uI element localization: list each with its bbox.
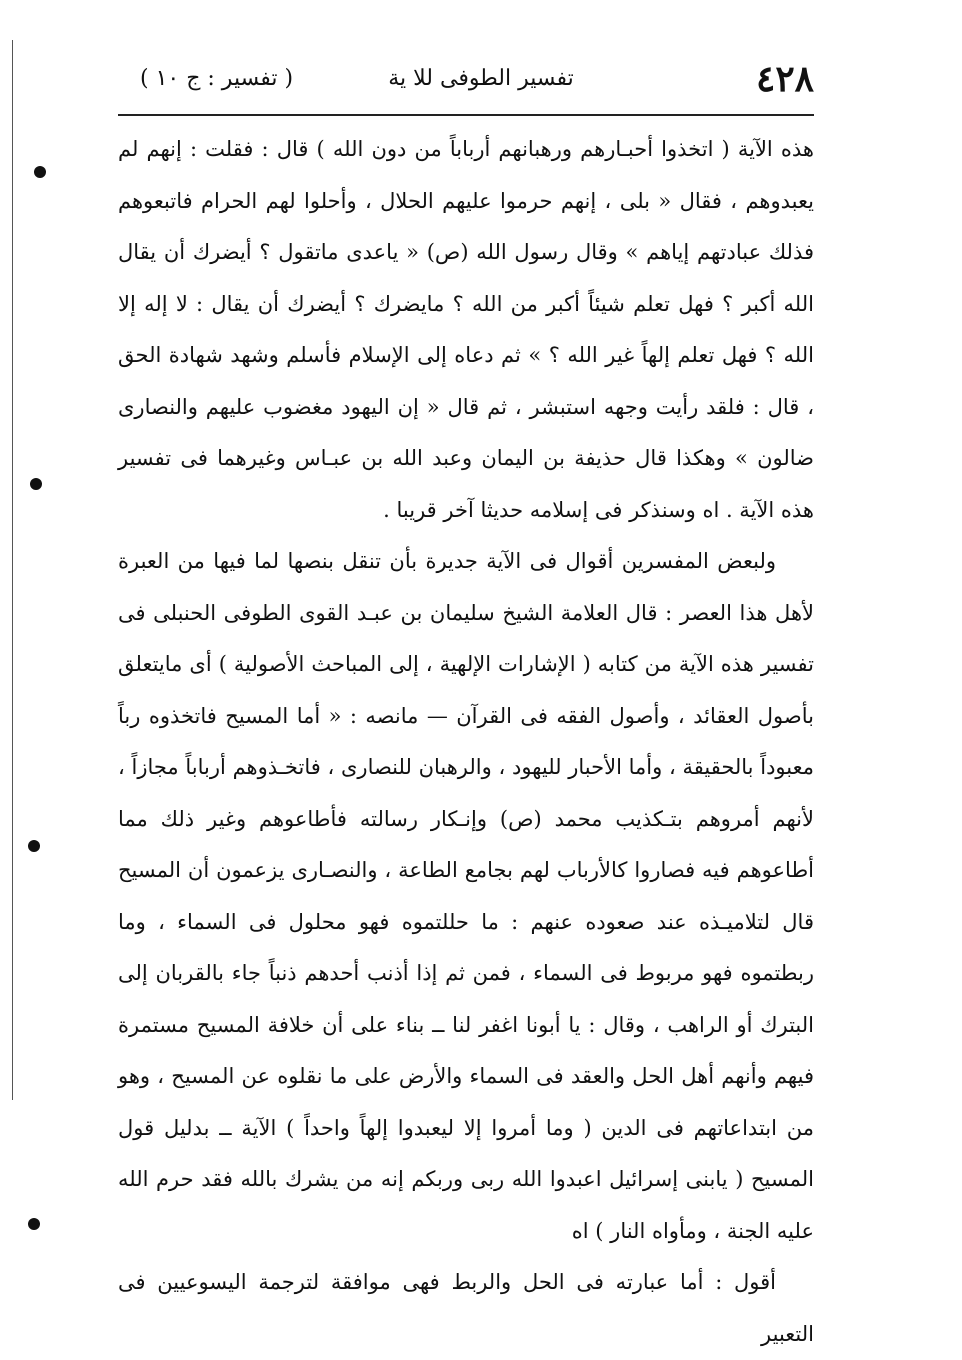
paragraph-2: ولبعض المفسرين أقوال فى الآية جديرة بأن تنقل بنصها لما فيها من العبرة لأهل هذا العصر : قال العلامة الشيخ سليمان بن عبـد القوى الطوفى الحنبلى فى تفسير هذه الآية من كتابه ( الإشارات الإلهية ، إلى المباحث الأصولية ) أى مايتعلق بأصول العقائد ، وأصول الفقه فى القرآن — مانصه : « أما المسيح فاتخذوه رباً معبوداً بالحقيقة ، وأما الأحبار لليهود ، والرهبان للنصارى ، فاتخـذوهم أرباباً مجازاً ، لأنهم أمروهم بتـكذيب محمد (ص) وإنـكار رسالته فأطاعوهم وغير ذلك مما أطاعوهم فيه فصاروا كالأرباب لهم بجامع الطاعة ، والنصـارى يزعمون أن المسيح قال لتلاميـذه عند صعوده عنهم : ما حللتموه فهو محلول فى السماء ، وما ربطتموه فهو مربوط فى السماء ، فمن ثم إذا أذنب أحدهم ذنباً جاء بالقربان إلى البترك أو الراهب ، وقال : يا أبونا اغفر لنا ــ بناء على أن خلافة المسيح مستمرة فيهم وأنهم أهل الحل والعقد فى السماء والأرض على ما نقلوه عن المسيح ، وهو من ابتداعاتهم فى الدين ( وما أمروا إلا ليعبدوا إلهاً واحداً ) الآية ــ بدليل قول المسيح ( يابنى إسرائيل اعبدوا الله ربى وربكم إنه من يشرك بالله فقد حرم الله عليه الجنة ، ومأواه النار ) اه [118,549,814,1243]
scan-edge-line [12,40,13,1100]
page-number: ٤٢٨ [755,58,814,100]
binding-hole-mark [28,1218,40,1230]
volume-reference: ( تفسير : ج ١٠ ) [140,66,294,91]
paragraph-1: هذه الآية ( اتخذوا أحبـارهم ورهبانهم أرباباً من دون الله ) قال : فقلت : إنهم لم يعبدوهم ، فقال « بلى ، إنهم حرموا عليهم الحلال ، وأحلوا لهم الحرام فاتبعوهم فذلك عبادتهم إياهم » وقال رسول الله (ص) « ياعدى ماتقول ؟ أيضرك أن يقال الله أكبر ؟ فهل تعلم شيئاً أكبر من الله ؟ مايضرك ؟ أيضرك أن يقال : لا إله إلا الله ؟ فهل تعلم إلهاً غير الله ؟ » ثم دعاه إلى الإسلام فأسلم وشهد شهادة الحق ، قال : فلقد رأيت وجهه استبشر ، ثم قال « إن اليهود مغضوب عليهم والنصارى ضالون » وهكذا قال حذيفة بن اليمان وعبد الله بن عبـاس وغيرهما فى تفسير هذه الآية . اه وسنذكر فى إسلامه حديثا آخر قريبا . [118,137,814,522]
paragraph-3: أقول : أما عبارته فى الحل والربط فهى موافقة لترجمة اليسوعيين فى التعبير [118,1270,814,1346]
binding-hole-mark [28,840,40,852]
running-title: تفسير الطوفى للا ية [388,66,574,91]
binding-hole-mark [30,478,42,490]
body-text [118,124,814,1360]
header-rule [118,114,814,116]
binding-hole-mark [34,166,46,178]
